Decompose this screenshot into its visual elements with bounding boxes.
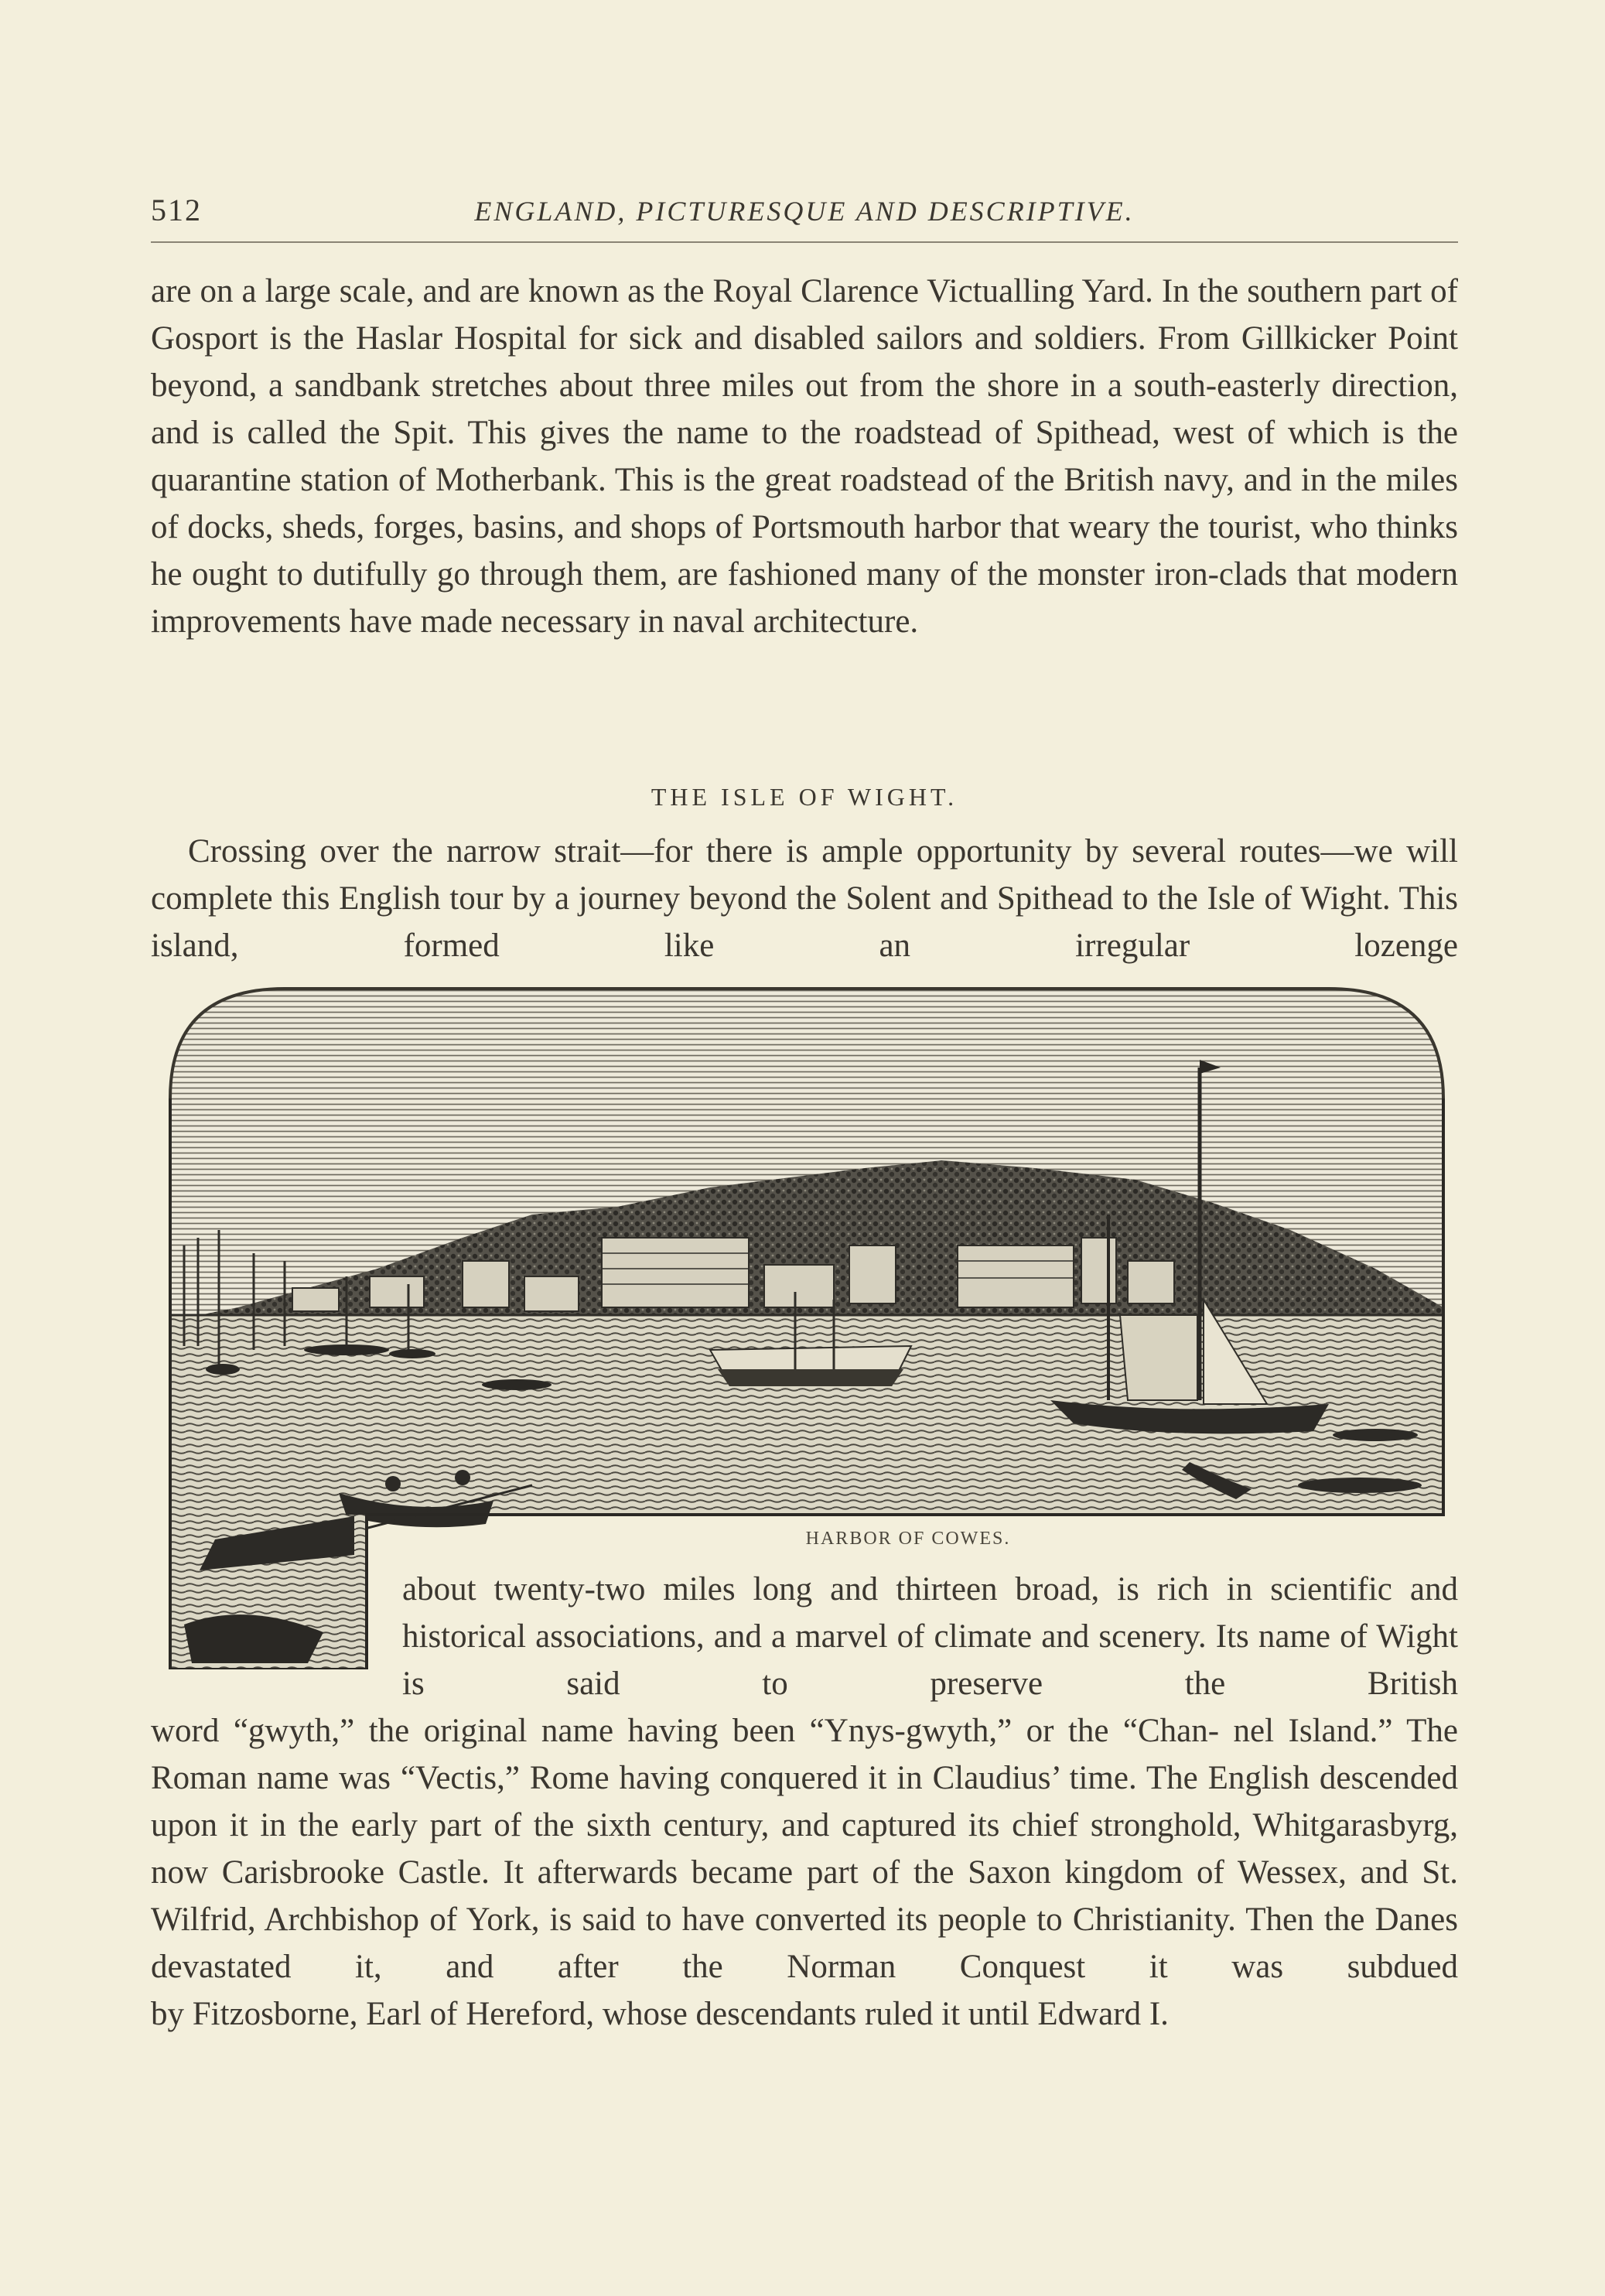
continued-last-line: by Fitzosborne, Earl of Hereford, whose descendants ruled it until Edward I. <box>151 1996 1169 2032</box>
running-title: ENGLAND, PICTURESQUE AND DESCRIPTIVE. <box>474 196 1135 227</box>
section-heading: THE ISLE OF WIGHT. <box>651 783 958 811</box>
continued-paragraph <box>151 1707 1458 2038</box>
opening-paragraph-text: are on a large scale, and are known as the Royal Clarence Victualling Yard. In the southern part of Gosport is the Haslar Hospital for sick and disabled sailors and soldiers. From Gillkicker Point beyond, a sandbank stretches about three miles out from the shore in a south-easterly direction, and is called the Spit. This gives the name to the roadstead of Spithead, west of which is the quarantine station of Motherbank. This is the great roadstead of the British navy, and in the miles of docks, sheds, forges, basins, and shops of Portsmouth harbor that weary the tourist, who thinks he ought to dutifully go through them, are fashioned many of the monster iron-clads that modern <box>151 273 1458 593</box>
page-number: 512 <box>151 193 202 227</box>
wrapped-paragraph: about twenty-two miles long and thirteen broad, is rich in scientific and historical associations, and a marvel of climate and scenery. Its name of Wight is said to preserve the British <box>402 1571 1458 1702</box>
page-header <box>151 192 1458 238</box>
section-intro: Crossing over the narrow strait—for there is ample opportunity by several routes—we will complete this English tour by a journey beyond the Solent and Spithead to the Isle of Wight. This island, formed like an irregular lozenge <box>151 833 1458 964</box>
opening-paragraph <box>151 268 1458 645</box>
continued-text: nel Island.” The Roman name was “Vectis,” Rome having conquered it in Claudius’ time. The English descended upon it in the early part of the sixth century, and captured its chief stronghold, Whitgarasbyrg, now Carisbrooke Castle. It afterwards became part of the Saxon kingdom of Wessex, and St. Wilfrid, Archbishop of York, is said to have converted its people to Christianity. Then the Danes devastated it, and after the Norman Conquest it was subdued <box>151 1713 1459 1985</box>
continued-line-1: word “gwyth,” the original name having been “Ynys-gwyth,” or the “Chan- <box>151 1713 1220 1749</box>
opening-paragraph-last-line: improvements have made necessary in naval architecture. <box>151 603 919 640</box>
illustration-caption: HARBOR OF COWES. <box>805 1529 1011 1549</box>
header-rule <box>151 241 1458 243</box>
